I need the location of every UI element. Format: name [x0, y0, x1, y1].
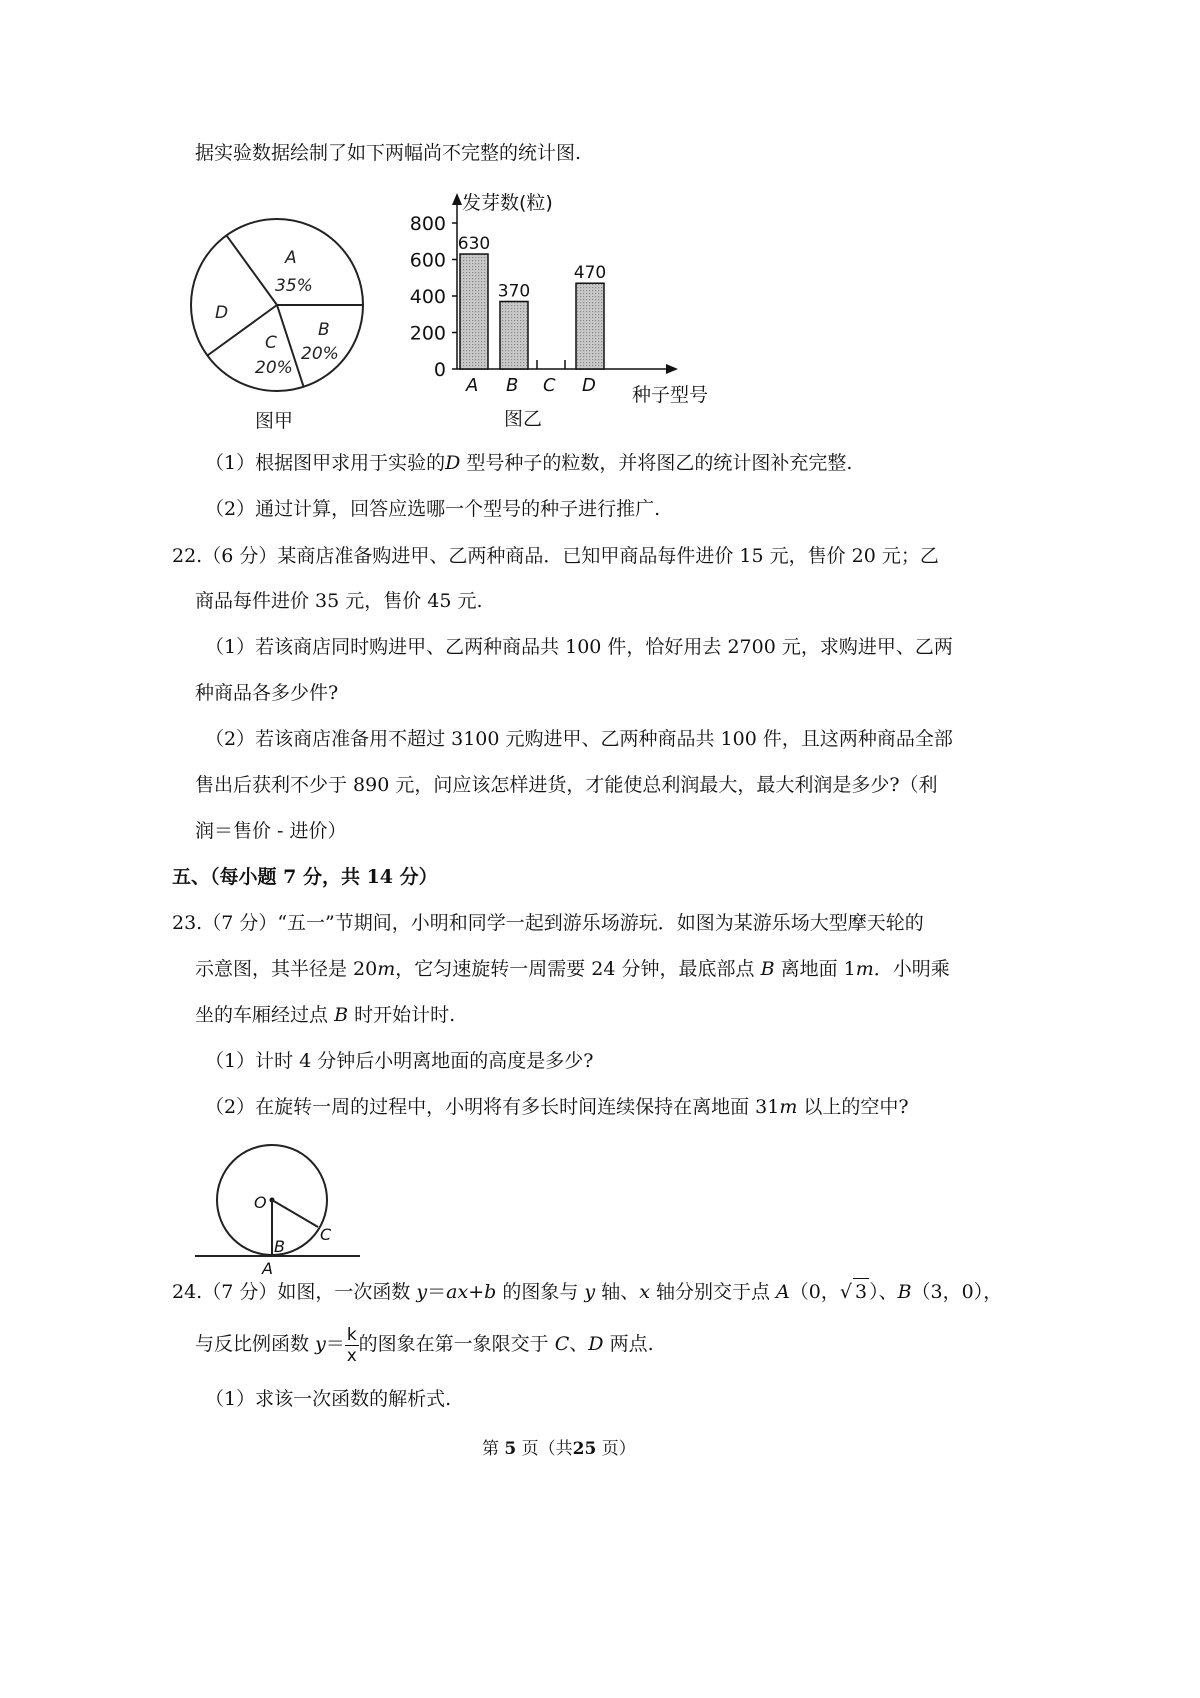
y-tick-label: 0: [433, 359, 446, 381]
x-tick-label-a: A: [466, 375, 479, 396]
y-axis-arrow: [452, 193, 462, 205]
q22-line1: 22.（6 分）某商店准备购进甲、乙两种商品．已知甲商品每件进价 15 元，售价 20 元；乙: [172, 545, 939, 567]
q22-line3: （1）若该商店同时购进甲、乙两种商品共 100 件，恰好用去 2700 元，求购进甲、乙两: [205, 636, 953, 658]
pie-percent-a: 35%: [275, 276, 313, 296]
bar-chart: [400, 185, 730, 470]
q22-line6: 售出后获利不少于 890 元，问应该怎样进货，才能使总利润最大，最大利润是多少?（利: [195, 774, 938, 796]
y-tick-label: 600: [409, 249, 446, 272]
pie-divider: [227, 235, 278, 305]
x-tick-label-c: C: [543, 375, 556, 396]
sqrt-three: 3: [853, 1278, 869, 1305]
pie-label-c: C: [265, 333, 277, 353]
label-o: O: [254, 1193, 267, 1212]
y-tick-label: 200: [409, 322, 446, 345]
x-tick-label-d: D: [582, 375, 596, 396]
label-b: B: [274, 1237, 285, 1256]
bar-a: [460, 254, 488, 369]
ferris-wheel-figure: [190, 1140, 370, 1280]
bar-b: [500, 301, 528, 369]
q22-line4: 种商品各多少件?: [195, 682, 339, 704]
pie-label-d: D: [215, 303, 229, 323]
fraction-k-over-x: $\frac{k}{x}$: [346, 1324, 357, 1366]
pie-chart: [185, 205, 385, 445]
q21-part2: （2）通过计算，回答应选哪一个型号的种子进行推广.: [205, 498, 661, 520]
pie-percent-b: 20%: [301, 344, 339, 364]
label-a: A: [262, 1259, 273, 1278]
bar-c-placeholder: [537, 360, 565, 369]
q22-line2: 商品每件进价 35 元，售价 45 元.: [195, 590, 483, 612]
q24-part1: （1）求该一次函数的解析式.: [205, 1388, 452, 1410]
q22-line7: 润＝售价 - 进价）: [195, 820, 347, 842]
radius-oc: [272, 1200, 318, 1227]
q24-line1: 24.（7 分）如图，一次函数 y＝ax+b 的图象与 y 轴、x 轴分别交于点 A（0，√ 3 ）、B（3，0），: [172, 1278, 1002, 1305]
q23-line1: 23.（7 分）“五一”节期间，小明和同学一起到游乐场游玩．如图为某游乐场大型摩天轮的: [172, 912, 924, 934]
x-axis-label: 种子型号: [632, 384, 709, 406]
x-axis-arrow: [666, 364, 678, 374]
data-label-a: 630: [457, 234, 491, 255]
page-footer: 第 5 页（共25 页）: [482, 1439, 636, 1459]
bar-d: [576, 283, 604, 369]
data-label-b: 370: [497, 281, 531, 302]
y-tick-label: 800: [409, 213, 446, 235]
y-axis-label: 发芽数(粒): [462, 192, 553, 214]
q21-part1: （1）根据图甲求用于实验的D 型号种子的粒数，并将图乙的统计图补充完整.: [205, 452, 853, 474]
bar-caption: 图乙: [504, 408, 543, 430]
data-label-d: 470: [573, 263, 607, 284]
q22-line5: （2）若该商店准备用不超过 3100 元购进甲、乙两种商品共 100 件，且这两种商品全部: [205, 728, 953, 750]
label-c: C: [320, 1225, 332, 1244]
intro-line: 据实验数据绘制了如下两幅尚不完整的统计图.: [195, 142, 582, 164]
pie-label-b: B: [318, 320, 330, 340]
pie-label-a: A: [285, 248, 297, 268]
pie-percent-c: 20%: [255, 358, 293, 378]
q24-line2: 与反比例函数 y＝ $\frac{k}{x}$ 的图象在第一象限交于 C、D 两点.: [195, 1324, 654, 1366]
pie-caption: 图甲: [255, 410, 294, 432]
x-tick-label-b: B: [506, 375, 519, 396]
q23-line2: 示意图，其半径是 20m，它匀速旋转一周需要 24 分钟，最底部点 B 离地面 1m．小明乘: [195, 958, 950, 980]
q23-part1: （1）计时 4 分钟后小明离地面的高度是多少?: [205, 1050, 594, 1072]
q23-part2: （2）在旋转一周的过程中，小明将有多长时间连续保持在离地面 31m 以上的空中?: [205, 1096, 909, 1118]
q23-line3: 坐的车厢经过点 B 时开始计时.: [195, 1004, 456, 1026]
y-tick-label: 400: [409, 286, 446, 308]
section-heading: 五、（每小题 7 分，共 14 分）: [172, 866, 438, 888]
